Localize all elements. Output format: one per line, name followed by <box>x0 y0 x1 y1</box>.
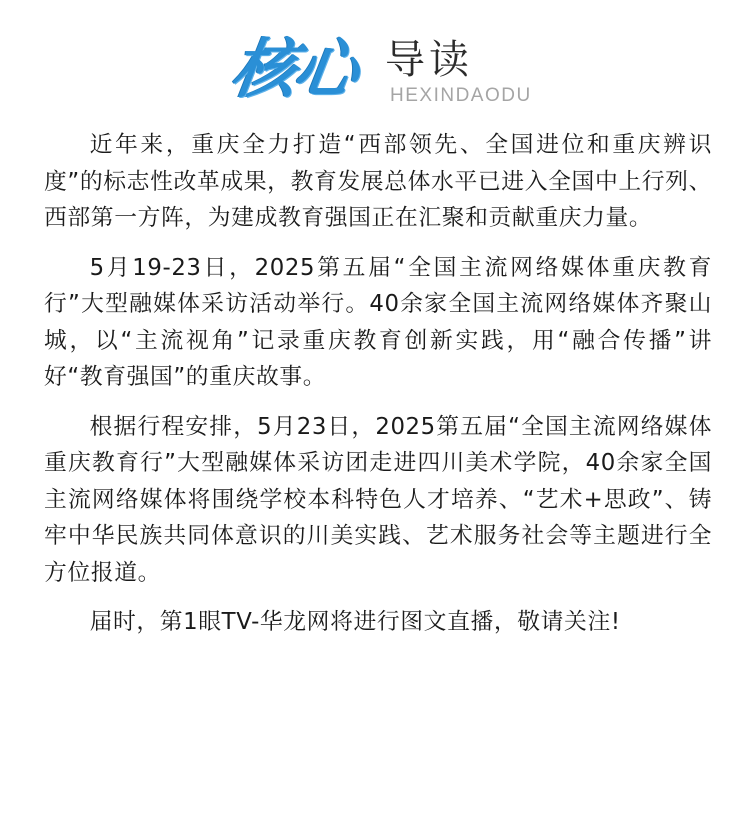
paragraph-broadcast: 届时，第1眼TV-华龙网将进行图文直播，敬请关注! <box>89 609 621 635</box>
article-body <box>44 127 712 654</box>
section-header <box>0 30 750 110</box>
paragraph-event: 5月19-23日，2025第五届“全国主流网络媒体重庆教育行”大型融媒体采访活动举行。40余家全国主流网络媒体齐聚山城，以“主流视角”记录重庆教育创新实践，用“融合传播”讲好“教育强国”的重庆故事。 <box>44 254 712 390</box>
brush-calligraphy-title: 核心 <box>226 32 362 107</box>
paragraph-intro: 近年来，重庆全力打造“西部领先、全国进位和重庆辨识度”的标志性改革成果，教育发展总体水平已进入全国中上行列、西部第一方阵，为建成教育强国正在汇聚和贡献重庆力量。 <box>44 132 712 231</box>
section-title: 导读 <box>385 37 473 83</box>
section-title-pinyin: HEXINDAODU <box>390 85 532 106</box>
paragraph-schedule: 根据行程安排，5月23日，2025第五届“全国主流网络媒体重庆教育行”大型融媒体采访团走进四川美术学院，40余家全国主流网络媒体将围绕学校本科特色人才培养、“艺术+思政”、铸牢中华民族共同体意识的川美实践、艺术服务社会等主题进行全方位报道。 <box>44 413 712 586</box>
